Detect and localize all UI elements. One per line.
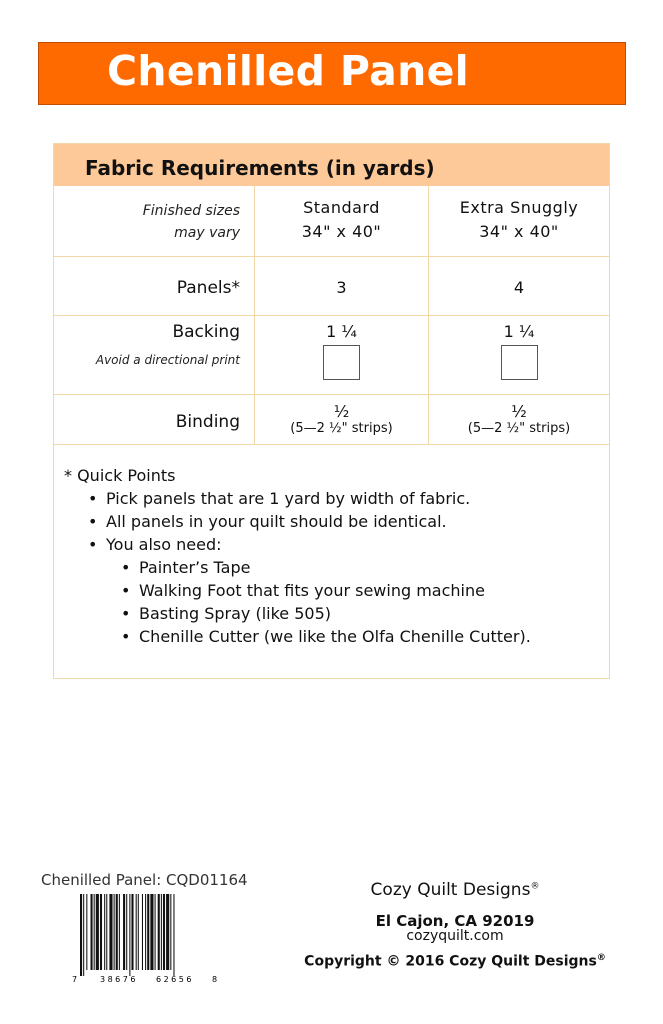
panels-label: Panels*	[176, 278, 240, 298]
barcode-bar	[170, 894, 171, 970]
list-item: • Basting Spray (like 505)	[64, 602, 604, 625]
binding-standard-value: ½	[333, 402, 350, 421]
fabric-requirements-panel	[53, 143, 610, 679]
barcode-bar	[119, 894, 120, 970]
binding-standard	[255, 402, 428, 436]
supplies-list	[64, 556, 604, 648]
barcode-bar	[158, 894, 160, 970]
barcode-bar	[136, 894, 137, 970]
city-address: El Cajon, CA 92019	[375, 912, 535, 930]
backing-standard-value: 1 ¼	[326, 322, 357, 341]
barcode-bar	[94, 894, 95, 970]
barcode-bar	[86, 894, 87, 970]
row-divider	[54, 256, 609, 257]
binding-extra-snuggly-value: ½	[511, 402, 527, 421]
backing-extra-snuggly-value: 1 ¼	[503, 322, 535, 341]
barcode-digit-first: 7	[72, 975, 78, 984]
title-banner	[38, 42, 626, 105]
list-item: • You also need:	[64, 533, 604, 556]
copyright-text: Copyright © 2016 Cozy Quilt Designs	[304, 953, 597, 970]
barcode-bar	[138, 894, 139, 970]
brand-text: Cozy Quilt Designs	[370, 880, 531, 900]
backing-standard	[255, 322, 428, 384]
binding-standard-strips: (5—2 ½" strips)	[290, 421, 393, 436]
barcode-bar	[173, 894, 174, 976]
quick-points-title: * Quick Points	[64, 466, 176, 485]
barcode-bar	[142, 894, 143, 970]
barcode-bars	[80, 894, 175, 976]
backing-note: Avoid a directional print	[95, 353, 240, 367]
barcode-bar	[166, 894, 169, 970]
barcode-bar	[114, 894, 115, 970]
page-title: Chenilled Panel	[107, 47, 470, 95]
panels-extra-snuggly: 4	[513, 278, 525, 297]
barcode-bar	[116, 894, 118, 970]
barcode-bar	[150, 894, 153, 970]
backing-extra-snuggly	[429, 322, 609, 384]
barcode-digits-right: 62656	[156, 975, 194, 984]
barcode-digit-last: 8	[212, 975, 218, 984]
barcode-bar	[106, 894, 107, 970]
binding-label: Binding	[175, 412, 240, 432]
website-link[interactable]: cozyquilt.com	[406, 928, 504, 944]
backing-label: Backing	[172, 322, 240, 342]
barcode-bar	[126, 894, 127, 970]
column-name: Extra Snuggly	[459, 198, 579, 217]
barcode-bar	[129, 894, 130, 976]
list-item: • Chenille Cutter (we like the Olfa Chenille Cutter).	[64, 625, 604, 648]
barcode-bar	[161, 894, 162, 970]
barcode-bar	[163, 894, 165, 970]
barcode-bar	[80, 894, 82, 976]
fabric-requirements-title: Fabric Requirements (in yards)	[85, 156, 435, 180]
barcode-bar	[83, 894, 84, 976]
list-item: • Painter’s Tape	[64, 556, 604, 579]
barcode-bar	[96, 894, 99, 970]
size-note	[54, 200, 254, 244]
fabric-swatch-box	[323, 345, 360, 380]
registered-mark: ®	[530, 881, 540, 892]
column-size: 34" x 40"	[479, 222, 559, 241]
barcode-digits-left: 38676	[100, 975, 138, 984]
column-standard	[255, 196, 428, 244]
fabric-swatch-box	[501, 345, 538, 380]
barcode-bar	[109, 894, 112, 970]
row-divider	[54, 444, 609, 445]
barcode-bar	[147, 894, 149, 970]
column-size: 34" x 40"	[301, 222, 382, 241]
binding-extra-snuggly	[429, 402, 609, 436]
barcode-bar	[145, 894, 146, 970]
column-extra-snuggly	[429, 196, 609, 244]
quick-points	[64, 464, 604, 648]
size-note-line2: may vary	[174, 225, 240, 241]
barcode	[70, 892, 220, 984]
barcode-bar	[104, 894, 105, 970]
brand-name	[290, 880, 620, 900]
list-item: • All panels in your quilt should be identical.	[64, 510, 604, 533]
fabric-requirements-header	[54, 144, 609, 186]
barcode-bar	[155, 894, 156, 970]
size-note-line1: Finished sizes	[142, 203, 240, 219]
product-code: Chenilled Panel: CQD01164	[41, 871, 248, 889]
binding-extra-snuggly-strips: (5—2 ½" strips)	[467, 421, 571, 436]
quick-points-list	[64, 487, 604, 556]
barcode-bar	[123, 894, 125, 970]
list-item: • Pick panels that are 1 yard by width of fabric.	[64, 487, 604, 510]
registered-mark: ®	[596, 953, 606, 963]
list-item: • Walking Foot that fits your sewing machine	[64, 579, 604, 602]
row-divider	[54, 315, 609, 316]
row-divider	[54, 394, 609, 395]
barcode-bar	[100, 894, 102, 970]
barcode-bar	[91, 894, 93, 970]
panels-standard: 3	[336, 278, 347, 297]
copyright-notice	[290, 953, 620, 970]
barcode-bar	[131, 894, 133, 970]
column-name: Standard	[303, 198, 380, 217]
